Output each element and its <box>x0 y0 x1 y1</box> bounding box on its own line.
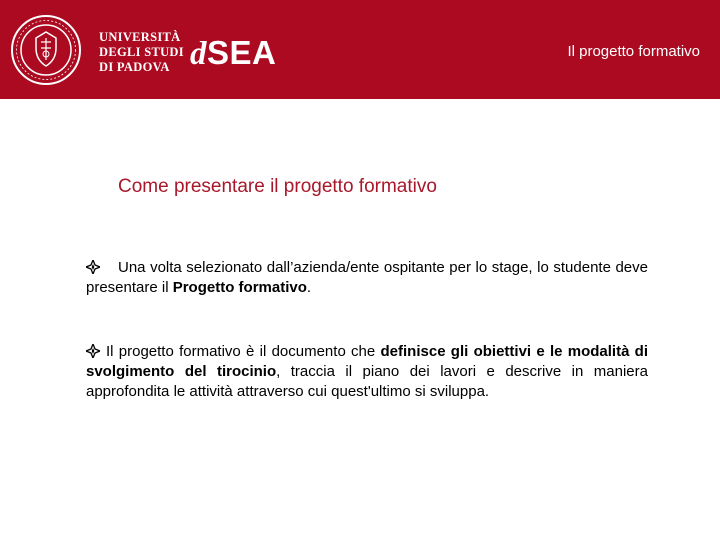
diamond-bullet-icon <box>86 260 100 274</box>
university-name <box>99 30 184 75</box>
section-title: Il progetto formativo <box>567 43 700 60</box>
bullet-text: . <box>306 279 312 296</box>
department-logo-suffix: SEA <box>207 34 277 71</box>
diamond-bullet-icon <box>86 344 100 358</box>
bullet-bold-text: definisce gli obiettivi e le modalità di svolgimento del tirocinio <box>86 343 649 380</box>
department-logo <box>190 33 276 74</box>
bullet-text: , traccia il piano dei lavori e descrive in maniera approfondita le attività attraverso cui quest'ultimo si sviluppa. <box>86 363 648 400</box>
bullet-text: Il progetto formativo è il documento che <box>106 343 381 360</box>
header-bar <box>0 0 720 99</box>
bullet-list <box>86 258 648 402</box>
university-seal-icon <box>10 14 82 86</box>
bullet-bold-text: Progetto formativo <box>172 279 307 296</box>
slide-title: Come presentare il progetto formativo <box>118 176 437 197</box>
bullet-item <box>86 258 648 298</box>
department-logo-prefix: d <box>190 36 207 72</box>
university-line: DEGLI STUDI <box>99 45 184 59</box>
university-line: UNIVERSITÀ <box>99 30 181 44</box>
bullet-text: Una volta selezionato dall’azienda/ente ospitante per lo stage, lo studente deve presentare il <box>86 259 648 296</box>
bullet-item <box>86 342 648 402</box>
university-line: DI PADOVA <box>99 60 170 74</box>
